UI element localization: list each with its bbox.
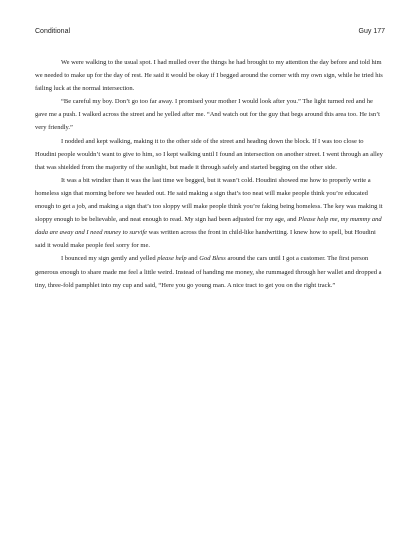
body-text [35, 56, 386, 292]
running-head-title: Conditional [35, 28, 71, 35]
paragraph-4-text-a: It was a bit windier than it was the last time we begged, but it wasn’t cold. Houdini showed me how to properly write a homeless sign that morning before we headed out. He said making a sign that’s too neat will make people think you’re educated enough to get a job, and making a sign that’s too sloppy will make people think you’re faking being homeless. The key was making it sloppy enough to be believable, and neat enough to read. My sign had been adjusted for my age, and [35, 176, 383, 224]
paragraph-2-text: “Be careful my boy. Don’t go too far away. I promised your mother I would look after you.” The light turned red and he gave me a push. I walked across the street and he yelled after me. “And watch out for the guy that begs around this area too. He isn’t very friendly.” [35, 98, 380, 132]
paragraph-5 [35, 252, 386, 291]
god-bless-italic: God Bless [199, 255, 226, 263]
paragraph-1 [35, 56, 386, 95]
please-help-italic: please help [157, 255, 187, 263]
paragraph-4 [35, 174, 386, 253]
page-header [35, 28, 385, 40]
paragraph-2 [35, 95, 386, 134]
paragraph-4-text-b: was written across the front in child-like handwriting. I knew how to spell, but Houdini said it would make people feel sorry for me. [35, 229, 376, 250]
running-head-page-number: Guy 177 [358, 28, 385, 35]
paragraph-1-text: We were walking to the usual spot. I had mulled over the things he had brought to my attention the day before and told him we needed to make up for the day of rest. He said it would be okay if I begged around the corner with my own sign, while he tried his failing luck at the normal intersection. [35, 59, 383, 93]
paragraph-5-text-b: and [186, 255, 200, 263]
paragraph-5-text-c: around the cars until I got a customer. The first person generous enough to share made me feel a little weird. Instead of handing me money, she rummaged through her wallet and dropped a tiny, three-fold pamphlet into my cup and said, “Here you go young man. A nice tract to get you on the right track.” [35, 255, 382, 289]
paragraph-5-text-a: I bounced my sign gently and yelled [61, 255, 158, 263]
paragraph-3 [35, 135, 386, 174]
paragraph-3-text: I nodded and kept walking, making it to the other side of the street and heading down the block. If I was too close to Houdini people wouldn’t want to give to him, so I kept walking until I found an intersection on another street. I went through an alley that was shielded from the majority of the sunlight, but made it through safely and started begging on the other side. [35, 137, 383, 171]
sign-text-italic: Please help me, my mummy and dada are away and I need muney to survife [35, 216, 382, 237]
